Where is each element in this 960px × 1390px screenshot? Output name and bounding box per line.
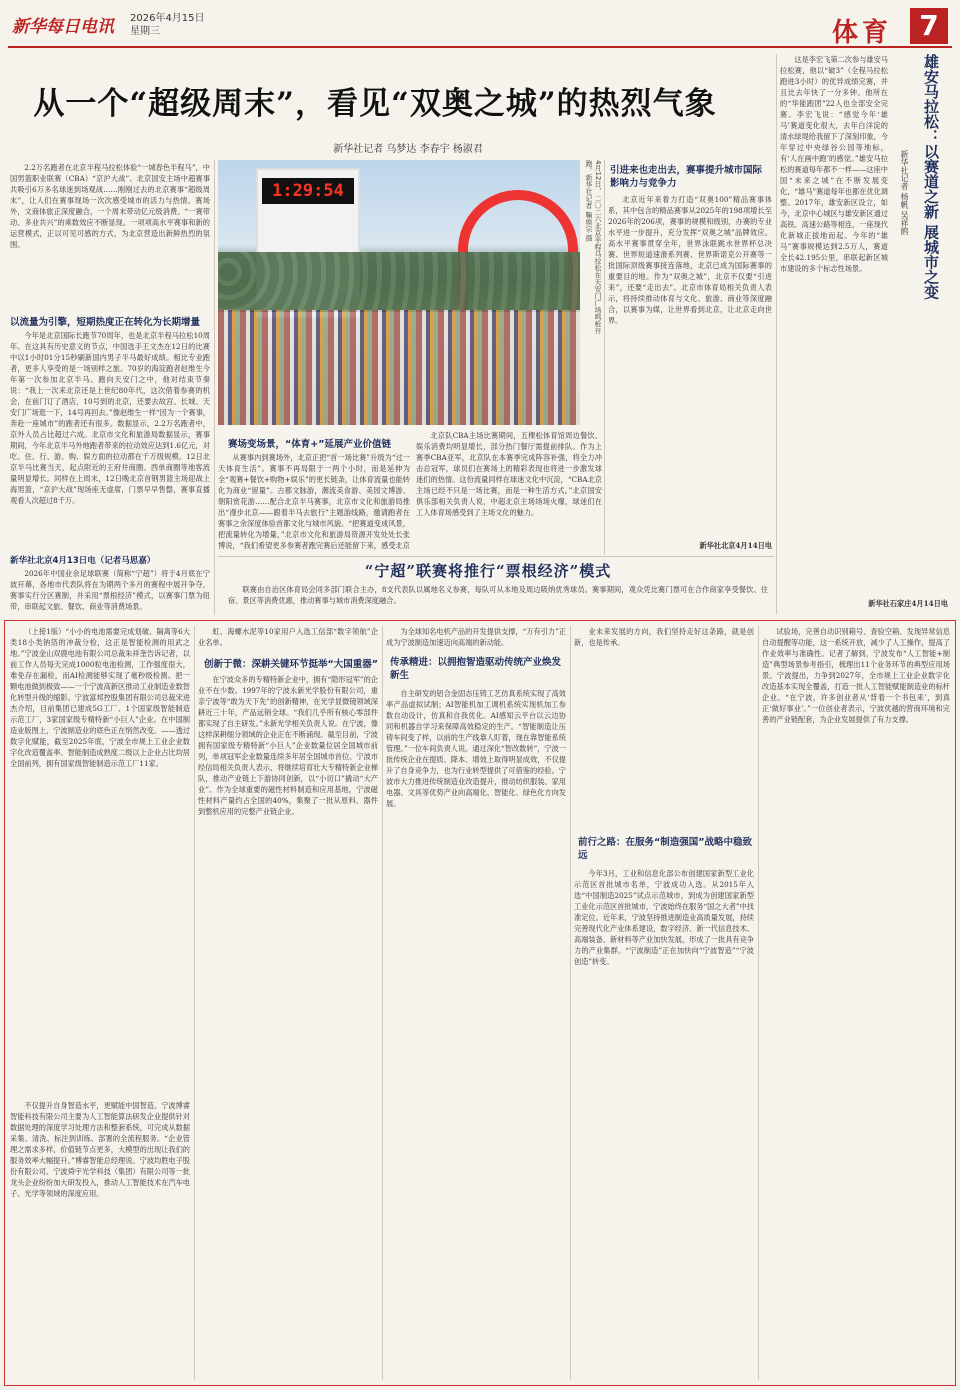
article-col1 — [10, 162, 210, 310]
sidebar-article — [780, 54, 888, 610]
article-col1b-text: 今年是北京国际长跑节70周年，也是北京半程马拉松10周年。在这具有历史意义的节点，中国选手王文杰在12日的比赛中以1小时01分15秒刷新国内男子半马最好成绩。相比专业跑者，更多人享受的是一场别样之旅。70岁的海淀跑者赵维生今年第一次参加北京半马。跑向天安门之中，他对结束节奏说：“我上一次来北京还是上世纪80年代，这次借着参赛的机会，在前门订了酒店，10号到的北京，还要去故宫、长城、天安门广场逛一下，14号再回去。”像赵维生一样“因为一个赛事，奔赴一座城市”的跑者还有很多。数据显示，2.2万名跑者中，京外人员占比超过六成。北京市文化和旅游局数据显示，赛事期间，今年北京半马外地跑者带来的拉动效应达到1.6亿元，对吃、住、行、游、购、娱方面的拉动都在千万级规模。12日北京半马比赛当天，起点附近的王府井商圈、西单商圈等地客流量明显增长。同样在上周末，12日晚北京首钢男篮主场迎战上海男篮，“京沪大战”现场座无虚席，门票早早售罄，赛事直播观看人次超过8千万。 — [10, 331, 210, 505]
col4-sign: 新华社北京4月14日电 — [699, 541, 772, 550]
rule-v1 — [214, 160, 215, 615]
lower-col1b-text: 不仅提升自身智造水平，更赋能中国智造。宁波博睿智能科技有限公司主要为人工智能算法研发企业提供针对数据处理的深度学习处理方法和整套系统，可完成从数据采集、清洗、标注到训练、部署的全流程服务。“企业管理之需求多样，价值链节点更多，大模型的出现让我们的服务效率大幅提升。”博睿智能总经理说。宁波均胜电子股份有限公司、宁波舜宇光学科技（集团）有限公司等一批龙头企业纷纷加大研发投入，推动人工智能技术在汽车电子、光学等领域的深度应用。 — [10, 1101, 190, 1198]
lower-col2-top — [198, 626, 378, 650]
ningchao-text-body: 联赛由自治区体育局会同多部门联合主办，8支代表队以属地名义参赛，每队可从本地及周边吸纳优秀球员。赛事期间，观众凭比赛门票可在合作商家享受餐饮、住宿、景区等消费优惠，推动赛事与城市消费深度融合。 — [228, 585, 768, 605]
lower-col3 — [386, 688, 566, 1380]
col1-dateline: 新华社北京4月13日电（记者马思嘉） — [10, 554, 210, 566]
lower-col5 — [762, 626, 950, 1380]
col4-subhead: 引进来也走出去，赛事提升城市国际影响力与竞争力 — [610, 165, 763, 189]
lower-col4-text: 今年3月，工业和信息化部公布创建国家新型工业化示范区首批城市名单，宁波成功入选。从2015年入选“中国制造2025”试点示范城市，到成为创建国家新型工业化示范区首批城市，宁波始终在服务“国之大者”中找准定位。近年来，宁波坚持推进制造业高质量发展，持续完善现代化产业体系建设，数字经济、新一代信息技术、高端装备、新材料等产业加快发展，形成了一批具有竞争力的产业集群。“宁波制造”正在加快向“宁波智造”“宁波创造”转变。 — [574, 869, 754, 966]
lower-col2-subhead: 创新于微：深耕关键环节挺举“大国重器” — [204, 659, 378, 670]
lower-col1b — [10, 1100, 190, 1382]
article-col4 — [608, 194, 772, 536]
lower-col2 — [198, 674, 378, 1380]
lower-rule-v4 — [758, 626, 759, 1380]
lower-col2-top-text: 虹、海螺水泥等10家用户入选工信部“数字领航”企业名单。 — [198, 627, 378, 647]
lower-col3-subhead: 传承精进：以拥抱智造驱动传统产业焕发新生 — [390, 657, 562, 681]
col2-subhead: 赛场变场景，“体育+”延展产业价值链 — [228, 439, 391, 450]
page-number: 7 — [910, 8, 948, 44]
lower-col5-text: 试验场，完善自动识别箱号、查验空箱、发现异常信息自动提醒等功能，这一系统开放，减少了人工操作，提高了作业效率与准确性。记者了解到，宁波发布“人工智能+制造”典型场景参考指引，梳理出11个业务环节的典型应用场景。宁波提出，力争到2027年，全市规上工业企业数字化改造基本实现全覆盖，打造一批人工智能赋能制造业的标杆企业。“在宁波，许多创业者从‘背着一个书包来’，到真正‘做好事业’。”一位创业者表示，宁波优越的营商环境和完善的产业链配套，为企业发展提供了有力支撑。 — [762, 627, 950, 724]
lower-col3-top-text: 为全球知名电机产品的开发提供支撑，“万有引力”正成为宁波制造加速迈向高端的新动能。 — [386, 627, 566, 647]
masthead — [8, 6, 952, 48]
article-col4-text: 北京近年来着力打造“双奥100”精品赛事体系，其中包含的精品赛事从2025年的198项增长至2026年的206项，赛事的规模和级别，办赛的专业水平进一步提升，充分发挥“双奥之城”品牌效应。高水平赛事贯穿全年，世界泳联跳水世界杯总决赛、世界短道速滑系列赛、世界斯诺克公开赛等一批国际顶级赛事接连落地，北京已成为国际赛事的重要目的地。作为“双奥之城”，北京不仅要“引进来”，还要“走出去”。北京市体育局相关负责人表示，将持续推动体育与文化、旅游、商业等深度融合，以赛事为媒，让世界看到北京，让北京走向世界。 — [608, 195, 772, 325]
col1-subhead: 以流量为引擎，短期热度正在转化为长期增量 — [10, 317, 201, 328]
photo-caption: 4月12日，二〇二六北京半程马拉松在天安门广场鸣枪开跑。新华社记者 鞠焕宗 摄 — [585, 160, 602, 335]
marathon-photo — [218, 160, 580, 425]
issue-date — [130, 12, 205, 38]
article-col3 — [416, 430, 602, 552]
main-byline: 新华社记者 乌梦达 李春宇 杨淑君 — [333, 144, 483, 155]
article-col3-text: 北京队CBA主场比赛期间，五棵松体育馆周边餐饮、娱乐消费均明显增长，部分热门餐厅需提前排队。作为上赛季CBA亚军，北京队在本赛季完成阵容补强，将全力冲击总冠军，球员们在赛场上的精彩表现也将进一步激发球迷们的热情。这份流量同样在球迷文化中沉淀，“CBA北京主场已经不只是一场比赛，而是一种生活方式。”北京国安俱乐部相关负责人说，中超北京主场场场火爆，球迷们在工人体育场感受到了主场文化的魅力。 — [416, 431, 602, 517]
rule-v2 — [604, 160, 605, 555]
lower-col1-text: （上接1版）“小小的电池需要完成划破、隔离等6大类18小类钠箔的冲裁分检，这正是智能检测的用武之地。”宁波金山双鹿电池有限公司总裁朱祥奎告诉记者，以前工作人员每天完成1000粒电池检测，工作强度很大，难免存在漏检，而AI检测能够实现了毫秒级检测。把一颗电池做到极致——一个宁波高新区推动工业制造业数智化转型升级的缩影。宁波富邦控股集团有限公司总裁宋进杰介绍，目前集团已建成5G工厂、1个国家级智能制造示范工厂，3家国家级专精特新“小巨人”企业。在中国制造业版图上，宁波制造业的底色正在悄然改变。——透过数字化赋能，截至2025年底，宁波全市规上工业企业数字化改造覆盖率、智能制造成熟度二级以上企业占比均居全国前列，拥有国家级智能制造示范工厂11家。 — [10, 627, 190, 768]
article-col1c-text: 2026年中国业余足球联赛（简称“宁超”）将于4月底在宁波开幕，各地市代表队将在为期两个多月的赛程中展开争夺，赛事实行分区赛制，并采用“票根经济”模式，以赛事门票为纽带，串联起文旅、餐饮、商业等消费场景。 — [10, 569, 210, 611]
lower-col3-top — [386, 626, 566, 650]
article-col2-text: 从赛事内到赛场外，北京正把“首一场比赛”升级为“过一天体育生活”。赛事不再局限于一两个小时，而是延伸为全“观赛+餐饮+购物+娱乐”的更长链条，让体育流量也能转化为商业“留量”。古都文脉游，潮流美食游、美园文博游、朝阳赏花游……配合北京半马赛事，北京市文化和旅游局推出“漫步北京——跟着半马去旅行”主题游线路，邀请跑者在赛事之余深度体验首都文化与城市风貌。“把赛道变成风景，把流量转化为增量，”北京市文化和旅游局资源开发处处长张博说，“我们希望更多参赛者跑完赛后还能留下来，感受北京 — [218, 453, 410, 550]
newspaper-brand: 新华每日电讯 — [12, 17, 114, 37]
lower-col4 — [574, 868, 754, 1380]
issue-date-text: 2026年4月15日 — [130, 13, 205, 24]
sidebar-title: 雄安马拉松：以赛道之新 展城市之变 — [922, 54, 940, 300]
article-col1-text: 2.2万名跑者在北京半程马拉松体验“一城春色半程马”，中国男篮职业联赛（CBA）“京沪大战”、北京国安主场中超赛事共吸引6万多名球迷到场观战……刚刚过去的北京赛事“超级周末”，让人们在赛事现场一次次感受城市的活力与热情。赛场外，文商体旅正深度融合，一个周末带动亿元级消费。“一赛带动、多业共兴”的乘数效应不断显现。一项项高水平赛事和新的运营模式，正以可见可感的方式，为北京营造出新鲜热烈的氛围。 — [10, 163, 210, 249]
ningchao-headline: “宁超”联赛将推行“票根经济”模式 — [364, 562, 612, 580]
lower-rule-v1 — [194, 626, 195, 1380]
lower-col2-text: 在宁波众多的专精特新企业中，拥有“隐形冠军”的企业不在少数。1997年的宁波永新光学股份有限公司，重亲宁波等“敢为天下先”的创新精神，在光学显微镜领域深耕近三十年，产品远销全球。“我们几乎所有核心零部件都实现了自主研发。”永新光学相关负责人说。在宁波，像这样深耕细分领域的企业正在不断涌现。截至目前，宁波拥有国家级专精特新“小巨人”企业数量位居全国城市前列，单项冠军企业数量连续多年居全国城市首位。宁波市经信局相关负责人表示，将继续培育壮大专精特新企业梯队，推动产业链上下游协同创新，以“小切口”撬动“大产业”。作为全球重要的磁性材料制造和应用基地，宁波磁性材料产量约占全国的40%，集聚了一批从原料、器件到整机应用的完整产业链企业。 — [198, 675, 378, 816]
lower-col1 — [10, 626, 190, 1096]
photo-trees — [218, 252, 580, 312]
lower-col3-text: 自主研发的铝合金固态压铸工艺仿真系统实现了高效率产品虚拟试制；AI智能机加工调机系统实现机加工参数自动设计，仿真和自我优化。AI感知云平台以云边协同和机器自学习来保障高效稳定的生产。“智能制造让压铸车间变了样，以前的生产线靠人盯着，现在靠智能系统管理。”一位车间负责人说。通过深化“智改数转”，宁波一批传统企业在提质、降本、增效上取得明显成效，不仅提升了自身竞争力，也为行业转型提供了可借鉴的经验。宁波市大力推进传统制造业改造提升，推动纺织服装、家用电器、文具等优势产业向高端化、智能化、绿色化方向发展。 — [386, 689, 566, 808]
section-name: 体育 — [831, 18, 892, 48]
lower-rule-v2 — [382, 626, 383, 1380]
sidebar-byline: 新华社记者 杨帆 吴祥鸥 — [900, 150, 909, 236]
sidebar-sign: 新华社石家庄4月14日电 — [868, 599, 948, 608]
sidebar-text: 这是李宏飞第二次参与雄安马拉松赛，他以“破3”（全程马拉松跑进3小时）的优异成绩完赛，并且比去年快了一分多钟。他所在的“华能跑团”22人也全部安全完赛。李宏飞说：“感觉今年‘雄马’赛道变化很大，去年白洋淀的清水绿堤给我留下了深刻印象，今年穿过中央绿谷公园等地标，有‘人在画中跑’的感觉。”雄安马拉松的赛道每年都不一样——这座中国“未来之城”在不断发展变化，“雄马”赛道每年也都在优化调整。2017年，雄安新区设立，如今，北京中心城区与雄安新区通过高铁、高速公路等相连，一座现代化新城正拔地而起。今年的“雄马”赛事规模达到2.5万人，赛道全长42.195公里，串联起新区城市建设的多个标志性场景。 — [780, 55, 888, 273]
main-headline: 从一个“超级周末”，看见“双奥之城”的热烈气象 — [33, 86, 717, 122]
lower-col4-top-text: 业未来发展的方向，我们坚持走好这条路，就是创新，也是传承。 — [574, 627, 754, 647]
lower-col4-top — [574, 626, 754, 650]
issue-weekday: 星期三 — [130, 26, 160, 37]
lower-col4-subhead: 前行之路：在服务“制造强国”战略中稳致远 — [578, 837, 752, 861]
article-col2 — [218, 452, 410, 552]
photo-race-clock: 1:29:54 — [262, 178, 354, 204]
ningchao-text — [228, 584, 768, 614]
article-col1c — [10, 568, 210, 612]
rule-h1 — [218, 556, 774, 557]
rule-v3 — [776, 54, 777, 614]
photo-runners-crowd — [218, 310, 580, 425]
lower-rule-v3 — [570, 626, 571, 1380]
